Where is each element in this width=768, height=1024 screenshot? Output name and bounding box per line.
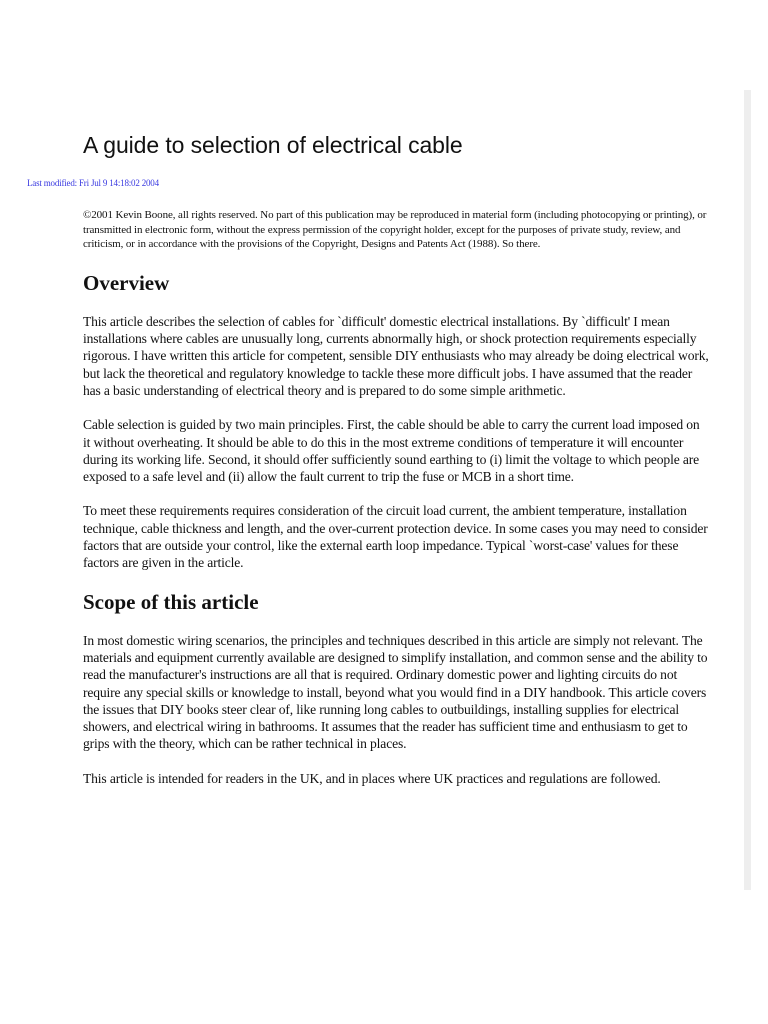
scrollbar-track[interactable] (744, 90, 751, 890)
article-body (83, 208, 709, 804)
scope-paragraph-1: In most domestic wiring scenarios, the principles and techniques described in this article are simply not relevant. The materials and equipment currently available are designed to simplify installation, and common sense and the ability to read the manufacturer's instructions are all that is required. Ordinary domestic power and lighting circuits do not require any special skills or knowledge to install, beyond what you would find in a DIY handbook. This article covers the issues that DIY books steer clear of, like running long cables to outbuildings, installing supplies for electrical showers, and electrical wiring in bathrooms. It assumes that the reader has sufficient time and enthusiasm to get to grips with the theory, which can be rather technical in places. (83, 632, 708, 752)
overview-paragraph-1: This article describes the selection of cables for `difficult' domestic electrical installations. By `difficult' I mean installations where cables are unusually long, currents abnormally high, or shock protection requirements especially rigorous. I have written this article for competent, sensible DIY enthusiasts who may already be doing electrical work, but lack the theoretical and regulatory knowledge to tackle these more difficult jobs. I have assumed that the reader has a basic understanding of electrical theory and is prepared to do some simple arithmetic. (83, 313, 709, 398)
overview-paragraph-2: Cable selection is guided by two main principles. First, the cable should be able to carry the current load imposed on it without overheating. It should be able to do this in the most extreme conditions of temperature it will encounter during its working life. Second, it should offer sufficiently sound earthing to (i) limit the voltage to which people are exposed to a safe level and (ii) allow the fault current to trip the fuse or MCB in a short time. (83, 417, 700, 485)
overview-paragraph-3: To meet these requirements requires consideration of the circuit load current, the ambient temperature, installation technique, cable thickness and length, and the over-current protection device. In some cases you may need to consider factors that are outside your control, like the external earth loop impedance. Typical `worst-case' values for these factors are given in the article. (83, 503, 708, 571)
last-modified-text: Last modified: Fri Jul 9 14:18:02 2004 (27, 178, 159, 188)
overview-heading: Overview (83, 270, 170, 295)
scope-heading: Scope of this article (83, 589, 259, 614)
copyright-notice: ©2001 Kevin Boone, all rights reserved. No part of this publication may be reproduced in material form (including photocopying or printing), or transmitted in electronic form, without the express permission of the copyright holder, except for the purposes of private study, review, and criticism, or in accordance with the provisions of the Copyright, Designs and Patents Act (1988). So there. (83, 209, 707, 251)
scope-paragraph-2: This article is intended for readers in the UK, and in places where UK practices and regulations are followed. (83, 770, 661, 786)
page-title: A guide to selection of electrical cable (83, 132, 463, 158)
